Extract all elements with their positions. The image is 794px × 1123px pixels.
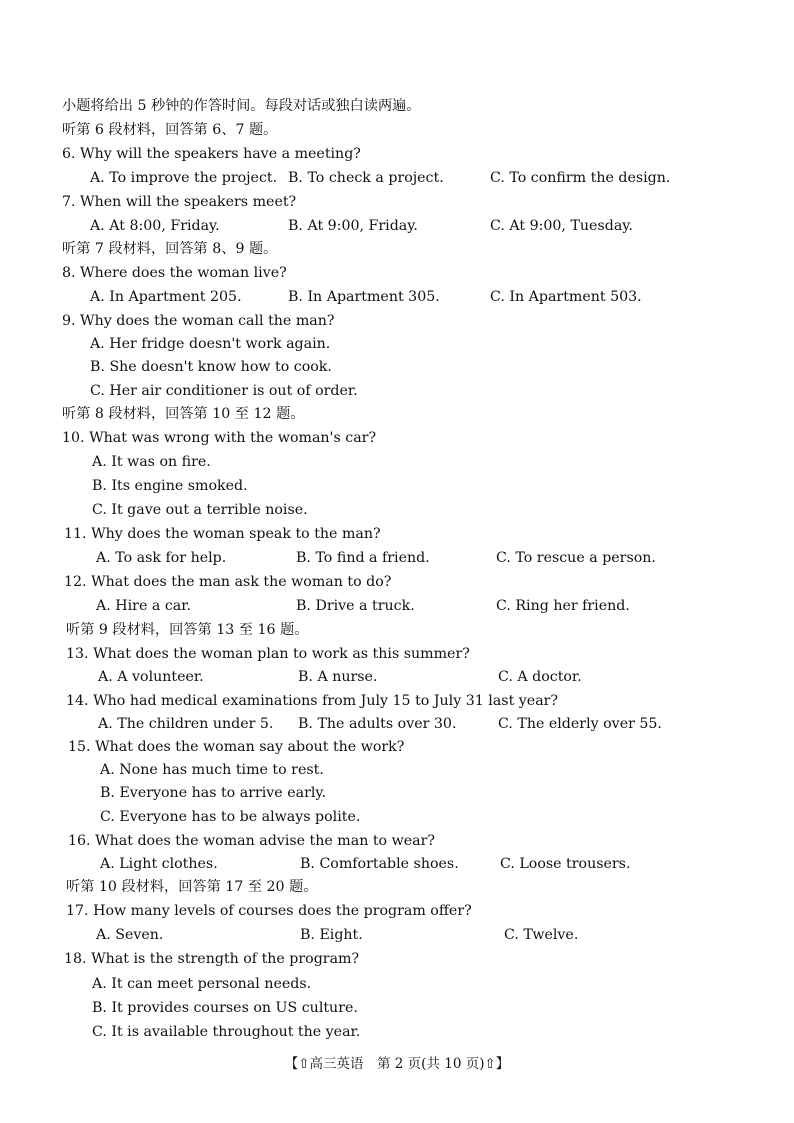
question-15-stem: 15. What does the woman say about the work? bbox=[68, 739, 405, 755]
section-heading-6: 听第 6 段材料，回答第 6、7 题。 bbox=[62, 122, 278, 138]
question-6-option-a: A. To improve the project. bbox=[90, 170, 278, 186]
question-8-stem: 8. Where does the woman live? bbox=[62, 265, 287, 281]
page-footer: 【⇧高三英语 第 2 页(共 10 页)⇧】 bbox=[284, 1056, 510, 1072]
question-12-option-a: A. Hire a car. bbox=[96, 598, 191, 614]
question-7-option-b: B. At 9:00, Friday. bbox=[288, 218, 418, 234]
question-16-option-a: A. Light clothes. bbox=[100, 856, 218, 872]
question-11-option-a: A. To ask for help. bbox=[96, 550, 227, 566]
question-18-option-c: C. It is available throughout the year. bbox=[92, 1024, 361, 1040]
question-17-option-c: C. Twelve. bbox=[504, 927, 579, 943]
question-10-option-b: B. Its engine smoked. bbox=[92, 478, 248, 494]
question-13-stem: 13. What does the woman plan to work as this summer? bbox=[66, 646, 470, 662]
question-6-option-c: C. To confirm the design. bbox=[490, 170, 671, 186]
question-16-option-b: B. Comfortable shoes. bbox=[300, 856, 459, 872]
question-7-stem: 7. When will the speakers meet? bbox=[62, 194, 297, 210]
question-16-option-c: C. Loose trousers. bbox=[500, 856, 631, 872]
question-11-stem: 11. Why does the woman speak to the man? bbox=[64, 526, 381, 542]
question-15-option-a: A. None has much time to rest. bbox=[100, 762, 324, 778]
section-heading-9: 听第 9 段材料，回答第 13 至 16 题。 bbox=[66, 622, 309, 638]
question-11-option-b: B. To find a friend. bbox=[296, 550, 430, 566]
question-14-stem: 14. Who had medical examinations from July 15 to July 31 last year? bbox=[66, 693, 559, 709]
question-14-option-a: A. The children under 5. bbox=[98, 716, 274, 732]
question-9-stem: 9. Why does the woman call the man? bbox=[62, 313, 335, 329]
section-heading-8: 听第 8 段材料，回答第 10 至 12 题。 bbox=[62, 406, 305, 422]
question-8-option-c: C. In Apartment 503. bbox=[490, 289, 642, 305]
question-8-option-b: B. In Apartment 305. bbox=[288, 289, 440, 305]
question-13-option-c: C. A doctor. bbox=[498, 669, 582, 685]
question-16-stem: 16. What does the woman advise the man to wear? bbox=[68, 833, 435, 849]
question-13-option-b: B. A nurse. bbox=[298, 669, 378, 685]
question-14-option-b: B. The adults over 30. bbox=[298, 716, 457, 732]
question-17-option-a: A. Seven. bbox=[96, 927, 164, 943]
question-9-option-c: C. Her air conditioner is out of order. bbox=[90, 383, 358, 399]
section-heading-7: 听第 7 段材料，回答第 8、9 题。 bbox=[62, 241, 278, 257]
question-15-option-b: B. Everyone has to arrive early. bbox=[100, 785, 327, 801]
question-18-option-a: A. It can meet personal needs. bbox=[92, 976, 312, 992]
question-9-option-b: B. She doesn't know how to cook. bbox=[90, 359, 332, 375]
instruction-text: 小题将给出 5 秒钟的作答时间。每段对话或独白读两遍。 bbox=[62, 98, 421, 114]
section-heading-10: 听第 10 段材料，回答第 17 至 20 题。 bbox=[66, 879, 318, 895]
question-10-option-a: A. It was on fire. bbox=[92, 454, 211, 470]
question-12-option-b: B. Drive a truck. bbox=[296, 598, 415, 614]
question-13-option-a: A. A volunteer. bbox=[98, 669, 204, 685]
question-17-option-b: B. Eight. bbox=[300, 927, 363, 943]
question-17-stem: 17. How many levels of courses does the program offer? bbox=[66, 903, 472, 919]
question-14-option-c: C. The elderly over 55. bbox=[498, 716, 662, 732]
question-11-option-c: C. To rescue a person. bbox=[496, 550, 656, 566]
question-18-stem: 18. What is the strength of the program? bbox=[64, 951, 360, 967]
question-6-option-b: B. To check a project. bbox=[288, 170, 444, 186]
question-10-stem: 10. What was wrong with the woman's car? bbox=[62, 430, 377, 446]
question-8-option-a: A. In Apartment 205. bbox=[90, 289, 242, 305]
question-15-option-c: C. Everyone has to be always polite. bbox=[100, 809, 361, 825]
question-7-option-a: A. At 8:00, Friday. bbox=[90, 218, 220, 234]
question-18-option-b: B. It provides courses on US culture. bbox=[92, 1000, 358, 1016]
question-12-option-c: C. Ring her friend. bbox=[496, 598, 630, 614]
question-6-stem: 6. Why will the speakers have a meeting? bbox=[62, 146, 361, 162]
question-12-stem: 12. What does the man ask the woman to do? bbox=[64, 574, 392, 590]
question-10-option-c: C. It gave out a terrible noise. bbox=[92, 502, 308, 518]
question-7-option-c: C. At 9:00, Tuesday. bbox=[490, 218, 633, 234]
question-9-option-a: A. Her fridge doesn't work again. bbox=[90, 336, 331, 352]
